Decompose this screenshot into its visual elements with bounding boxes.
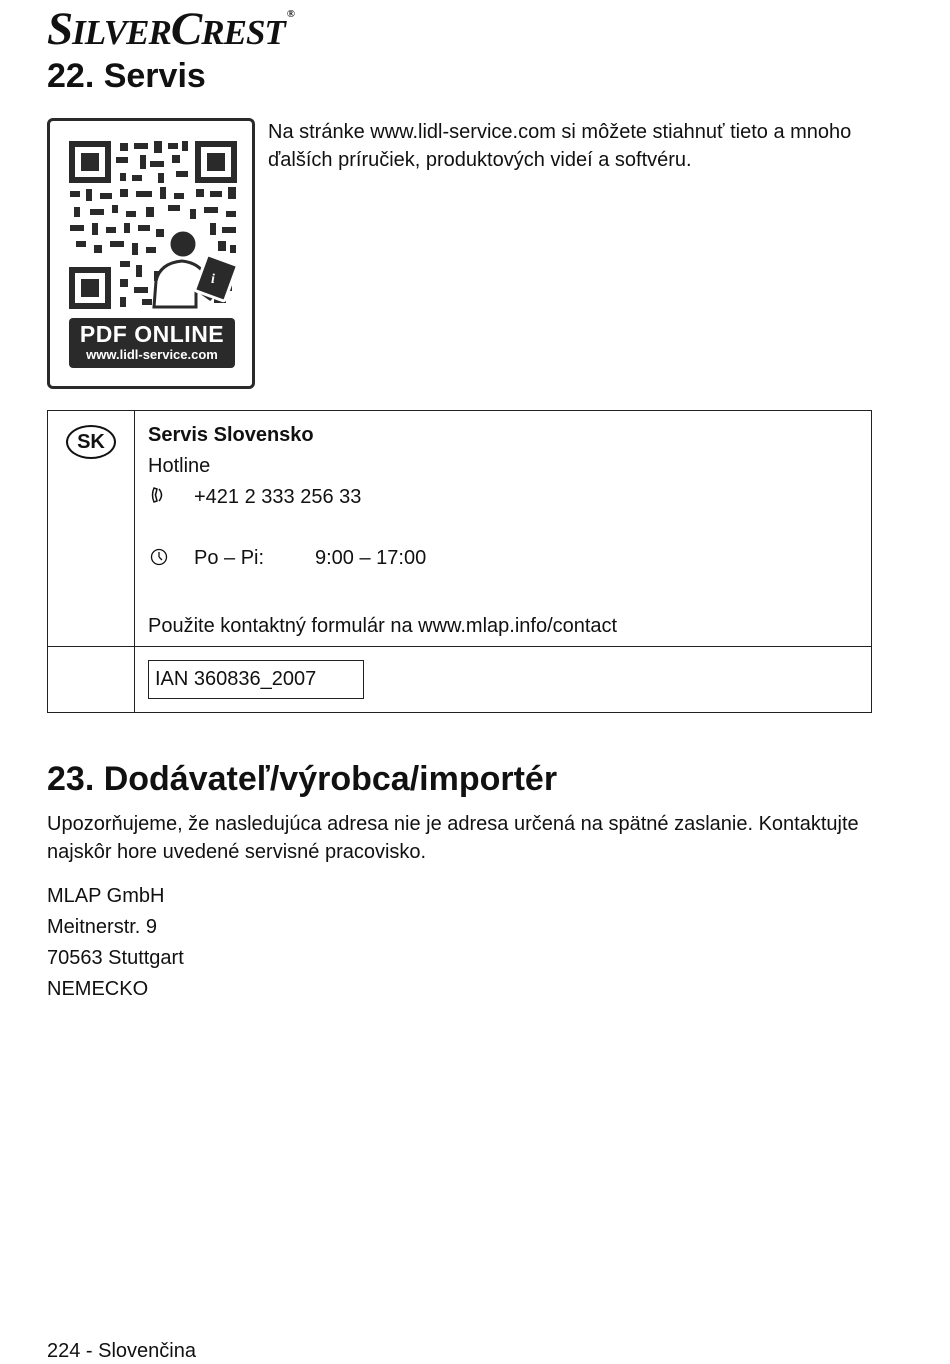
page-footer: 224 - Slovenčina [47, 1340, 196, 1362]
contact-note: Použite kontaktný formulár na www.mlap.info/contact [148, 615, 618, 637]
pdf-online-title: PDF ONLINE [79, 321, 225, 347]
address-line: NEMECKO [47, 978, 149, 1000]
ian-number: IAN 360836_2007 [155, 668, 317, 690]
table-divider-horizontal [47, 646, 872, 647]
brand-logo: SILVERCREST ® [47, 3, 295, 55]
address-line: 70563 Stuttgart [47, 947, 184, 969]
address-block [47, 881, 184, 1005]
phone-icon [150, 486, 168, 504]
hours-days: Po – Pi: [194, 547, 265, 569]
clock-icon [150, 548, 168, 566]
hours-time: 9:00 – 17:00 [315, 547, 427, 569]
section-22-title: 22. Servis [47, 57, 206, 95]
address-line: MLAP GmbH [47, 885, 165, 907]
section-23-note: Upozorňujeme, že nasledujúca adresa nie je adresa určená na spätné zaslanie. Kontaktujte najskôr hore uvedené servisné pracovisko. [47, 813, 859, 863]
section-22-intro: Na stránke www.lidl-service.com si môžete stiahnuť tieto a mnoho ďalších príručiek, produktových videí a softvéru. [268, 121, 852, 171]
table-divider-vertical [134, 410, 135, 712]
pdf-online-url: www.lidl-service.com [86, 347, 218, 362]
hotline-label: Hotline [148, 455, 211, 477]
service-heading: Servis Slovensko [148, 424, 314, 446]
svg-text:i: i [211, 272, 215, 287]
address-line: Meitnerstr. 9 [47, 916, 158, 938]
country-code-badge: SK [66, 425, 116, 459]
section-23-title: 23. Dodávateľ/výrobca/importér [47, 760, 558, 798]
qr-code-icon [50, 121, 252, 321]
pdf-online-badge [69, 318, 235, 368]
hotline-phone[interactable]: +421 2 333 256 33 [194, 486, 362, 508]
